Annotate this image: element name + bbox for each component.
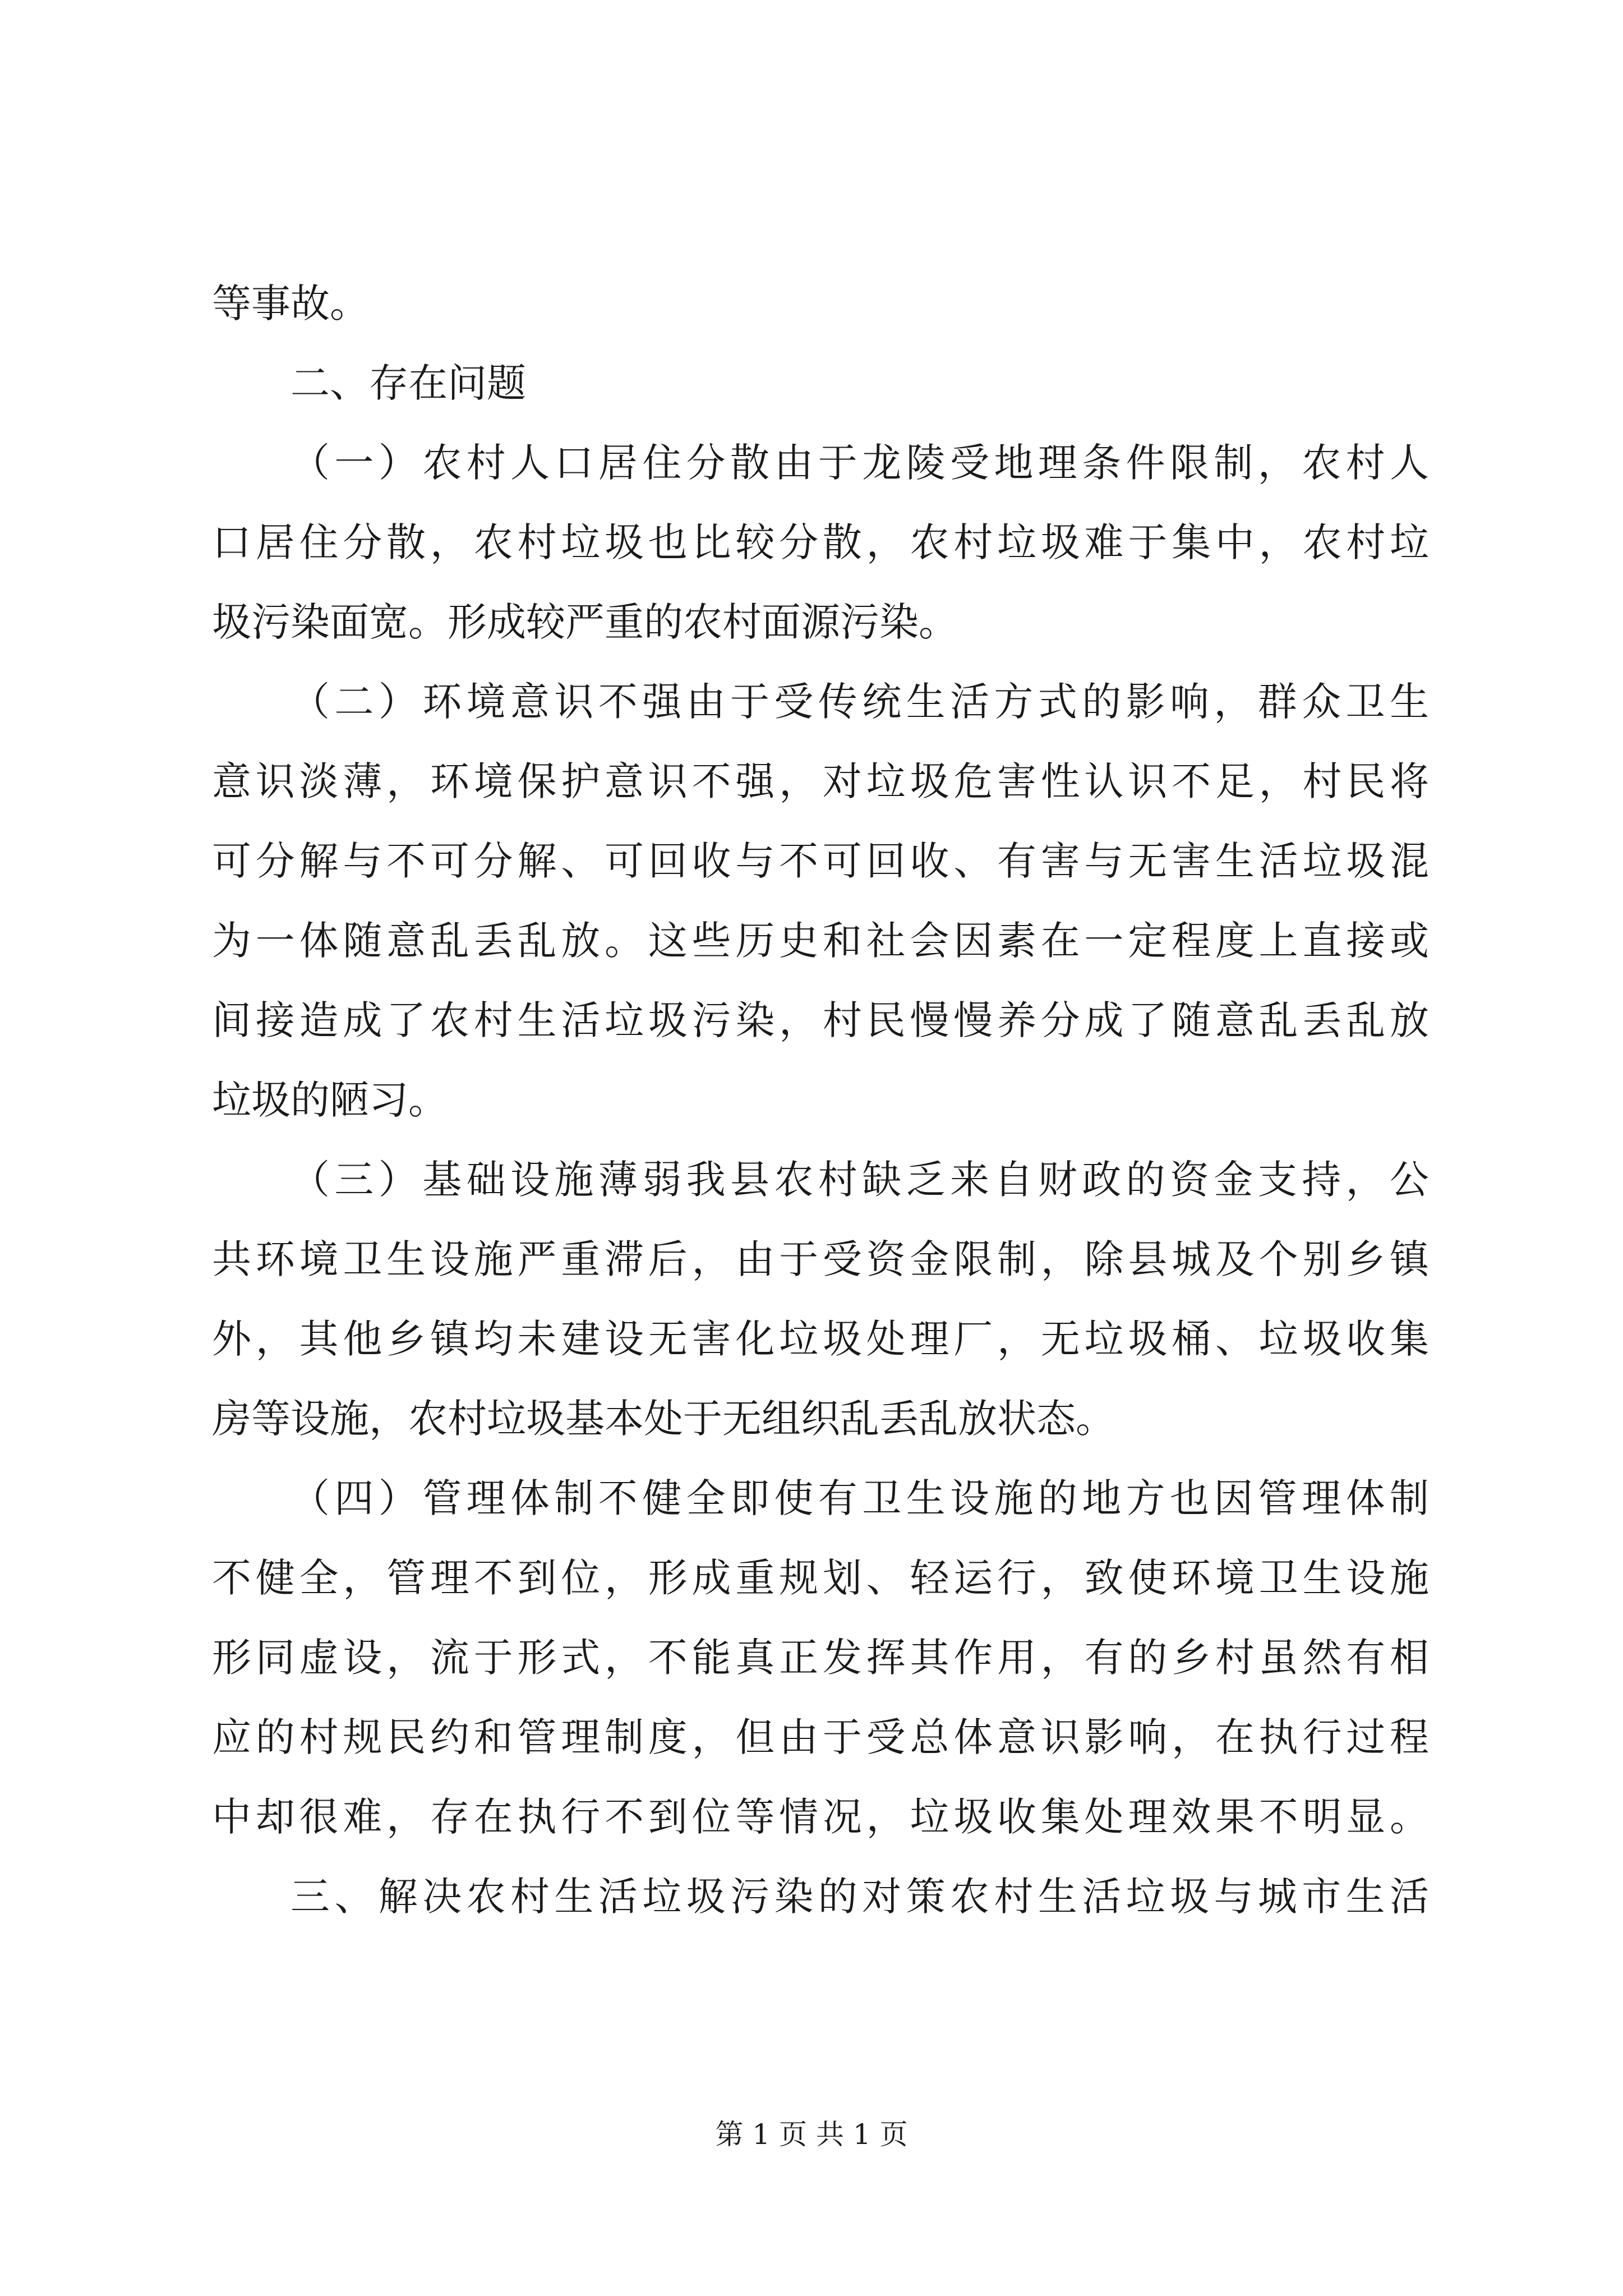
text-line: 圾污染面宽。形成较严重的农村面源污染。 xyxy=(212,599,958,645)
text-line: 口居住分散，农村垃圾也比较分散，农村垃圾难于集中，农村垃 xyxy=(212,519,1429,565)
text-line: 应的村规民约和管理制度，但由于受总体意识影响，在执行过程 xyxy=(212,1714,1429,1760)
text-line: 垃圾的陋习。 xyxy=(212,1077,448,1123)
text-line: 等事故。 xyxy=(212,280,369,326)
text-line: 共环境卫生设施严重滞后，由于受资金限制，除县城及个别乡镇 xyxy=(212,1236,1429,1282)
text-line: 可分解与不可分解、可回收与不可回收、有害与无害生活垃圾混 xyxy=(212,838,1429,884)
text-line: 房等设施，农村垃圾基本处于无组织乱丢乱放状态。 xyxy=(212,1396,1115,1442)
text-line: 为一体随意乱丢乱放。这些历史和社会因素在一定程度上直接或 xyxy=(212,918,1429,964)
text-line: （二）环境意识不强由于受传统生活方式的影响，群众卫生 xyxy=(291,679,1429,725)
text-line: 外，其他乡镇均未建设无害化垃圾处理厂，无垃圾桶、垃圾收集 xyxy=(212,1316,1429,1362)
text-line: 不健全，管理不到位，形成重规划、轻运行，致使环境卫生设施 xyxy=(212,1555,1429,1601)
text-line: （三）基础设施薄弱我县农村缺乏来自财政的资金支持，公 xyxy=(291,1157,1429,1203)
text-line: 形同虚设，流于形式，不能真正发挥其作用，有的乡村虽然有相 xyxy=(212,1635,1429,1681)
section-heading: 二、存在问题 xyxy=(291,360,526,406)
text-line: 中却很难，存在执行不到位等情况，垃圾收集处理效果不明显。 xyxy=(212,1794,1429,1840)
text-line: （四）管理体制不健全即使有卫生设施的地方也因管理体制 xyxy=(291,1475,1429,1521)
page-footer xyxy=(0,2118,1623,2151)
text-line: 意识淡薄，环境保护意识不强，对垃圾危害性认识不足，村民将 xyxy=(212,758,1429,804)
section-heading: 三、解决农村生活垃圾污染的对策农村生活垃圾与城市生活 xyxy=(291,1874,1429,1920)
document-body xyxy=(212,264,1429,1936)
text-line: 间接造成了农村生活垃圾污染，村民慢慢养分成了随意乱丢乱放 xyxy=(212,997,1429,1043)
text-line: （一）农村人口居住分散由于龙陵受地理条件限制，农村人 xyxy=(291,440,1429,486)
page-number-label: 第 1 页 共 1 页 xyxy=(715,2118,908,2151)
